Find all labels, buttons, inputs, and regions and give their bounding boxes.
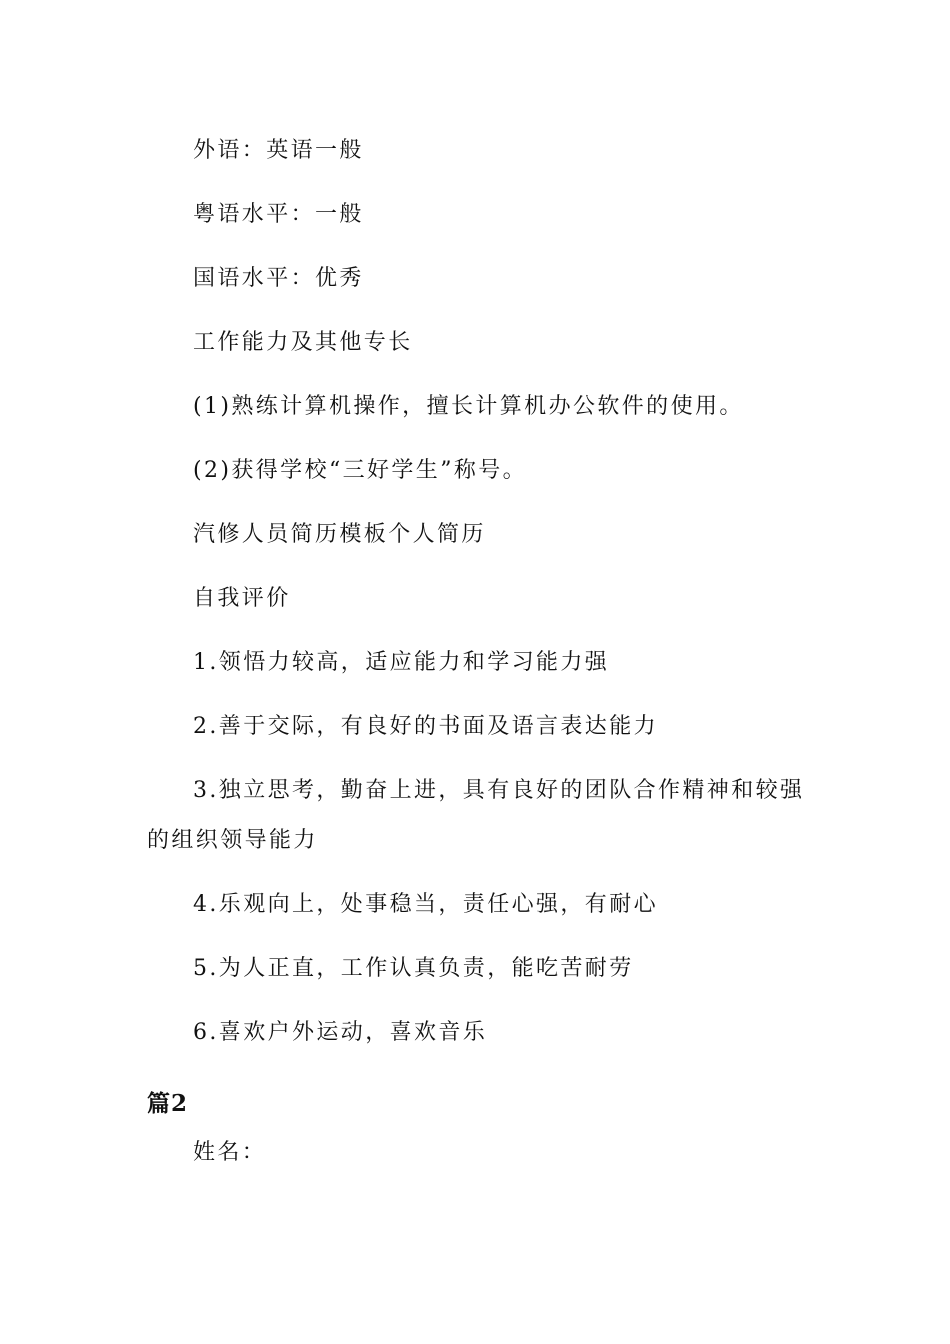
evaluation-item-6: 6.喜欢户外运动，喜欢音乐 <box>193 1020 488 1045</box>
skills-heading: 工作能力及其他专长 <box>193 330 413 355</box>
language-cantonese: 粤语水平：一般 <box>193 202 364 227</box>
evaluation-item-1: 1.领悟力较高，适应能力和学习能力强 <box>193 650 610 675</box>
name-field-label: 姓名： <box>193 1140 267 1165</box>
resume-title: 汽修人员简历模板个人简历 <box>193 522 486 547</box>
self-evaluation-heading: 自我评价 <box>193 586 291 611</box>
language-foreign: 外语：英语一般 <box>193 138 364 163</box>
evaluation-item-4: 4.乐观向上，处事稳当，责任心强，有耐心 <box>193 892 658 917</box>
evaluation-item-3: 3.独立思考，勤奋上进，具有良好的团队合作精神和较强 <box>193 778 805 803</box>
skill-item-2: (2)获得学校“三好学生”称号。 <box>193 458 528 483</box>
evaluation-item-2: 2.善于交际，有良好的书面及语言表达能力 <box>193 714 658 739</box>
section-heading: 篇2 <box>147 1090 189 1117</box>
evaluation-item-5: 5.为人正直，工作认真负责，能吃苦耐劳 <box>193 956 634 981</box>
skill-item-1: (1)熟练计算机操作，擅长计算机办公软件的使用。 <box>193 394 744 419</box>
evaluation-item-3-continued: 的组织领导能力 <box>147 828 318 853</box>
language-mandarin: 国语水平：优秀 <box>193 266 364 291</box>
